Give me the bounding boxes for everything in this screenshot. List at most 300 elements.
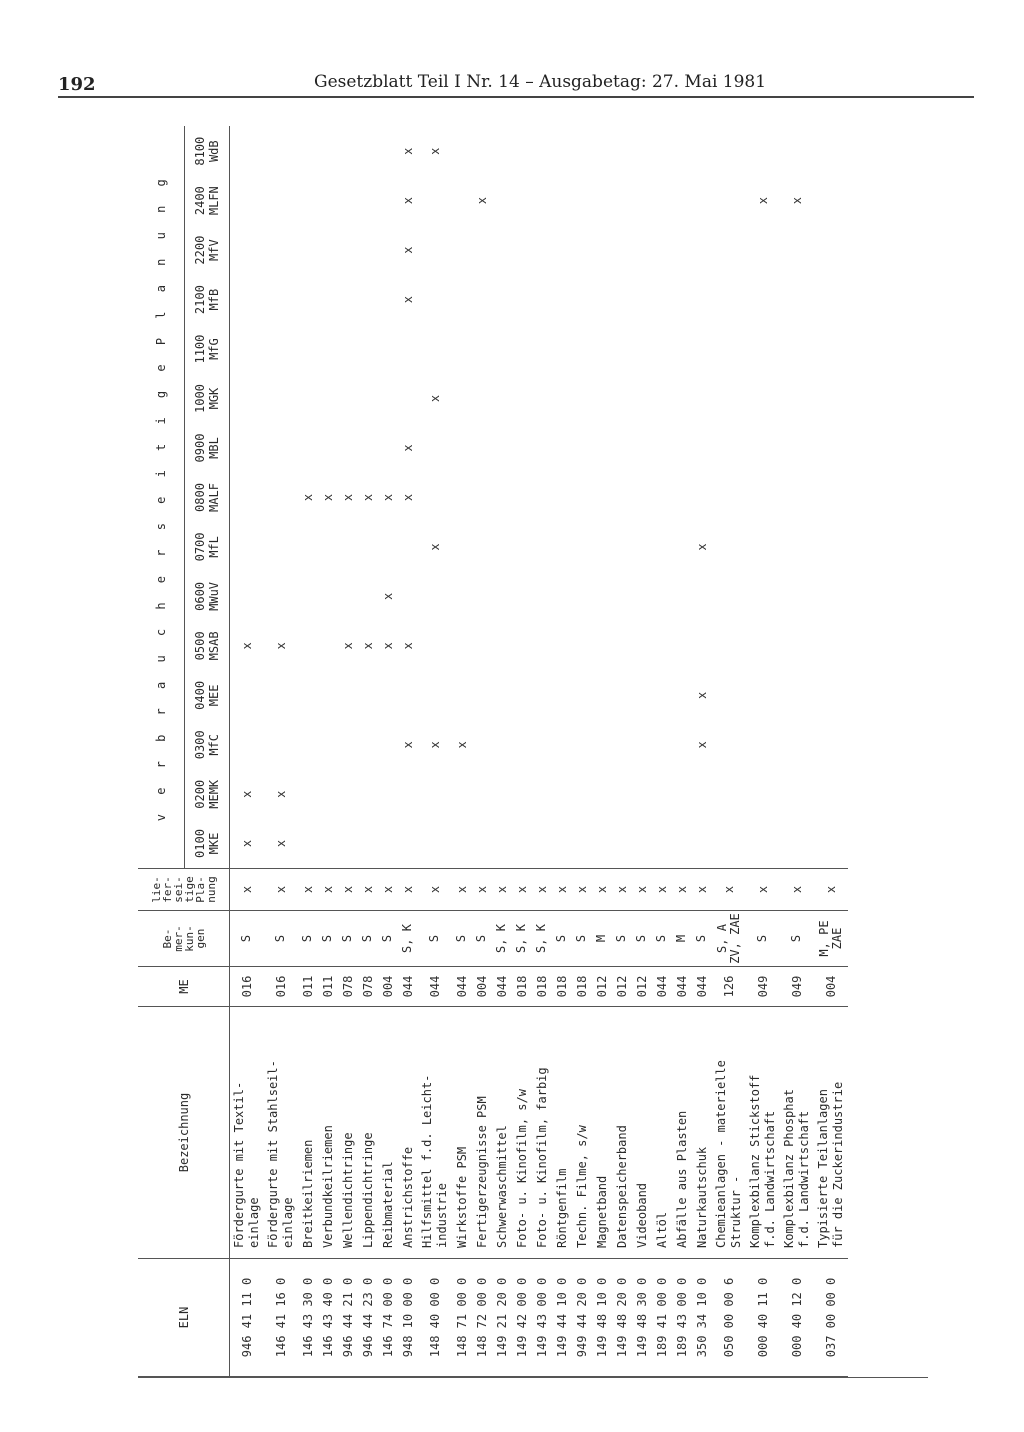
consumer-mark	[512, 522, 532, 571]
consumer-mark	[512, 275, 532, 324]
supplier-planning-mark: x	[298, 869, 318, 911]
consumer-mark	[672, 522, 692, 571]
consumer-code: 0800	[193, 483, 207, 512]
remarks: S, K	[534, 924, 548, 953]
consumer-mark	[378, 671, 398, 720]
item-name: Komplexbilanz Stickstoff f.d. Landwirtschaft	[747, 1074, 777, 1248]
consumer-mark	[552, 522, 572, 571]
consumer-mark	[264, 572, 298, 621]
eln-code: 149 21 20 0	[492, 1259, 512, 1377]
remarks: S, K	[494, 924, 508, 953]
me-code: 018	[532, 967, 552, 1007]
consumer-mark	[592, 374, 612, 423]
consumer-mark	[780, 423, 814, 472]
consumer-mark: x	[300, 493, 315, 502]
consumer-mark	[780, 225, 814, 274]
consumer-mark	[532, 473, 552, 522]
me-code: 044	[672, 967, 692, 1007]
remarks: M	[674, 934, 688, 943]
consumer-mark	[672, 473, 692, 522]
me-code: 018	[572, 967, 592, 1007]
consumer-mark	[512, 473, 532, 522]
consumer-header	[185, 671, 230, 720]
consumer-header	[185, 374, 230, 423]
consumer-mark	[398, 324, 418, 373]
consumer-mark	[358, 522, 378, 571]
me-code: 018	[552, 967, 572, 1007]
item-name: Altöl	[654, 1211, 669, 1248]
consumer-mark	[746, 473, 780, 522]
consumer-mark	[512, 225, 532, 274]
item-name: Naturkautschuk	[694, 1146, 709, 1248]
consumer-header	[185, 770, 230, 819]
remarks: S	[300, 934, 314, 943]
table-row	[452, 126, 472, 1376]
consumer-mark	[338, 275, 358, 324]
me-code: 044	[398, 967, 418, 1007]
consumer-mark	[492, 819, 512, 868]
supplier-planning-mark: x	[672, 869, 692, 911]
consumer-mark	[652, 522, 672, 571]
consumer-mark	[712, 572, 746, 621]
consumer-mark: x	[454, 741, 469, 749]
consumer-mark	[230, 324, 264, 373]
supplier-planning-mark: x	[532, 869, 552, 911]
consumer-abbr: MKE	[207, 832, 221, 855]
consumer-header	[185, 324, 230, 373]
consumer-mark	[592, 126, 612, 175]
consumer-mark	[492, 275, 512, 324]
consumer-mark: x	[400, 493, 415, 502]
remarks: S	[554, 934, 568, 943]
consumer-abbr: MWuV	[207, 581, 221, 611]
consumer-mark	[612, 275, 632, 324]
consumer-mark	[398, 374, 418, 423]
consumer-mark: x	[380, 493, 395, 502]
eln-code: 189 43 00 0	[672, 1259, 692, 1377]
consumer-mark	[592, 770, 612, 819]
consumer-mark	[358, 819, 378, 868]
consumer-mark	[338, 176, 358, 225]
consumer-mark	[572, 423, 592, 472]
consumer-mark	[532, 770, 552, 819]
eln-code: 037 00 00 0	[814, 1259, 848, 1377]
remarks: S	[320, 934, 334, 943]
consumer-mark	[452, 621, 472, 670]
consumer-mark	[398, 770, 418, 819]
consumer-mark	[472, 522, 492, 571]
consumer-mark	[452, 819, 472, 868]
consumer-abbr: MSAB	[207, 631, 221, 661]
consumer-mark	[814, 423, 848, 472]
remarks: S	[634, 934, 648, 943]
item-name: Hilfsmittel f.d. Leicht- industrie	[419, 1074, 449, 1248]
consumer-mark	[652, 126, 672, 175]
consumer-mark	[632, 621, 652, 670]
supplier-planning-mark: x	[264, 869, 298, 911]
eln-code: 148 40 00 0	[418, 1259, 452, 1377]
consumer-mark	[672, 423, 692, 472]
consumer-mark	[318, 275, 338, 324]
me-code: 044	[452, 967, 472, 1007]
remarks: S	[380, 934, 394, 943]
table-row	[358, 126, 378, 1376]
consumer-mark: x	[380, 642, 395, 650]
table-row	[712, 126, 746, 1376]
consumer-mark	[318, 621, 338, 670]
consumer-mark	[230, 225, 264, 274]
consumer-code: 8100	[193, 136, 207, 166]
consumer-mark	[452, 770, 472, 819]
group-verbraucherseitige-planung: v e r b r a u c h e r s e i t i g e P l a n u n g	[138, 126, 185, 868]
consumer-mark	[712, 423, 746, 472]
consumer-header	[185, 126, 230, 175]
consumer-mark	[712, 126, 746, 175]
consumer-mark	[298, 572, 318, 621]
consumer-mark	[632, 126, 652, 175]
consumer-mark	[572, 770, 592, 819]
item-name: Datenspeicherband	[614, 1125, 629, 1248]
consumer-mark	[814, 572, 848, 621]
consumer-mark	[632, 423, 652, 472]
consumer-mark	[612, 126, 632, 175]
consumer-mark	[452, 423, 472, 472]
item-name: Wirkstoffe PSM	[454, 1146, 469, 1248]
remarks: S	[614, 934, 628, 943]
consumer-mark	[552, 473, 572, 522]
consumer-mark	[358, 572, 378, 621]
consumer-mark	[572, 671, 592, 720]
consumer-mark	[712, 473, 746, 522]
item-name: Röntgenfilm	[554, 1168, 569, 1248]
consumer-mark	[358, 176, 378, 225]
consumer-mark	[746, 770, 780, 819]
eln-code: 149 48 30 0	[632, 1259, 652, 1377]
supplier-planning-mark: x	[612, 869, 632, 911]
me-code: 012	[612, 967, 632, 1007]
consumer-mark	[712, 324, 746, 373]
consumer-mark	[472, 374, 492, 423]
consumer-mark	[780, 720, 814, 769]
consumer-mark	[378, 819, 398, 868]
me-code: 018	[512, 967, 532, 1007]
consumer-code: 0100	[193, 829, 207, 858]
consumer-header	[185, 572, 230, 621]
col-eln: ELN	[138, 1259, 230, 1377]
consumer-mark	[746, 225, 780, 274]
consumer-mark	[264, 275, 298, 324]
consumer-mark	[592, 572, 612, 621]
consumer-mark	[418, 770, 452, 819]
consumer-mark	[612, 819, 632, 868]
eln-code: 148 72 00 0	[472, 1259, 492, 1377]
consumer-mark	[492, 473, 512, 522]
consumer-mark	[746, 621, 780, 670]
consumer-mark	[672, 572, 692, 621]
supplier-planning-mark: x	[572, 869, 592, 911]
consumer-mark	[612, 720, 632, 769]
consumer-mark	[652, 572, 672, 621]
consumer-mark	[592, 176, 612, 225]
consumer-mark	[338, 572, 358, 621]
consumer-mark	[552, 176, 572, 225]
consumer-mark	[652, 324, 672, 373]
consumer-abbr: MEMK	[207, 779, 221, 809]
table-body	[230, 126, 848, 1376]
consumer-mark: x	[427, 741, 442, 749]
eln-code: 946 41 11 0	[230, 1259, 264, 1377]
consumer-mark	[512, 126, 532, 175]
consumer-mark	[814, 176, 848, 225]
consumer-mark	[632, 324, 652, 373]
consumer-mark: x	[400, 642, 415, 650]
consumer-mark	[492, 522, 512, 571]
consumer-mark	[452, 225, 472, 274]
consumer-mark	[652, 275, 672, 324]
consumer-mark	[398, 671, 418, 720]
consumer-mark	[472, 423, 492, 472]
consumer-mark	[318, 522, 338, 571]
consumer-mark	[814, 126, 848, 175]
consumer-code: 0400	[193, 680, 207, 710]
consumer-mark: x	[320, 493, 335, 502]
consumer-mark	[672, 176, 692, 225]
consumer-mark	[378, 324, 398, 373]
consumer-mark	[418, 176, 452, 225]
consumer-mark	[378, 225, 398, 274]
consumer-mark	[692, 275, 712, 324]
item-name: Verbundkeilriemen	[320, 1125, 335, 1248]
item-name: Magnetband	[594, 1175, 609, 1248]
consumer-mark	[612, 225, 632, 274]
supplier-planning-mark: x	[492, 869, 512, 911]
supplier-planning-mark: x	[358, 869, 378, 911]
consumer-mark	[814, 275, 848, 324]
consumer-mark	[592, 522, 612, 571]
consumer-mark	[512, 621, 532, 670]
consumer-mark	[814, 522, 848, 571]
item-name: Chemieanlagen - materielle Struktur -	[713, 1060, 743, 1248]
consumer-mark	[418, 275, 452, 324]
consumer-abbr: WdB	[207, 140, 221, 163]
consumer-mark	[572, 621, 592, 670]
consumer-mark	[264, 225, 298, 274]
consumer-mark	[592, 671, 612, 720]
consumer-mark	[712, 275, 746, 324]
table-row	[692, 126, 712, 1376]
consumer-mark	[298, 621, 318, 670]
remarks: S	[789, 934, 803, 943]
table-row	[780, 126, 814, 1376]
consumer-mark	[298, 671, 318, 720]
supplier-planning-mark: x	[632, 869, 652, 911]
supplier-planning-mark: x	[398, 869, 418, 911]
consumer-mark	[814, 473, 848, 522]
consumer-mark	[572, 473, 592, 522]
consumer-mark	[632, 275, 652, 324]
consumer-mark	[780, 572, 814, 621]
table-row	[746, 126, 780, 1376]
consumer-mark: x	[273, 790, 288, 798]
consumer-mark	[418, 225, 452, 274]
consumer-mark	[512, 819, 532, 868]
consumer-mark	[338, 374, 358, 423]
item-name: Fördergurte mit Textil- einlage	[231, 1081, 261, 1248]
consumer-code: 2200	[193, 235, 207, 265]
consumer-mark	[378, 374, 398, 423]
consumer-mark	[746, 522, 780, 571]
consumer-mark	[298, 720, 318, 769]
consumer-mark: x	[230, 819, 264, 868]
consumer-mark	[672, 374, 692, 423]
consumer-mark: x	[755, 197, 770, 205]
item-name: Typisierte Teilanlagen für die Zuckerindustrie	[815, 1081, 845, 1248]
consumer-code: 0300	[193, 730, 207, 760]
consumer-mark	[780, 671, 814, 720]
consumer-mark	[780, 819, 814, 868]
supplier-planning-mark: x	[318, 869, 338, 911]
consumer-mark	[552, 770, 572, 819]
consumer-mark	[492, 720, 512, 769]
consumer-mark	[632, 374, 652, 423]
consumer-mark: x	[400, 246, 415, 254]
consumer-mark: x	[694, 691, 709, 699]
me-code: 004	[378, 967, 398, 1007]
table-row	[338, 126, 358, 1376]
consumer-mark	[592, 720, 612, 769]
consumer-mark	[338, 522, 358, 571]
consumer-mark	[592, 324, 612, 373]
consumer-mark	[712, 225, 746, 274]
consumer-mark	[492, 621, 512, 670]
col-me: ME	[138, 967, 230, 1007]
consumer-mark	[572, 275, 592, 324]
consumer-mark	[378, 423, 398, 472]
consumer-mark	[552, 423, 572, 472]
consumer-mark	[552, 819, 572, 868]
consumer-mark	[692, 770, 712, 819]
consumer-mark	[264, 423, 298, 472]
consumer-mark	[712, 374, 746, 423]
consumer-mark	[552, 720, 572, 769]
consumer-abbr: MfL	[207, 536, 221, 558]
consumer-mark	[572, 572, 592, 621]
table-row	[592, 126, 612, 1376]
consumer-header	[185, 819, 230, 868]
me-code: 012	[592, 967, 612, 1007]
consumer-mark	[492, 176, 512, 225]
consumer-mark	[318, 324, 338, 373]
consumer-mark	[552, 225, 572, 274]
consumer-mark	[692, 176, 712, 225]
eln-code: 189 41 00 0	[652, 1259, 672, 1377]
consumer-mark: x	[427, 147, 442, 155]
consumer-mark	[358, 225, 378, 274]
consumer-code: 2400	[193, 186, 207, 216]
consumer-mark	[318, 819, 338, 868]
consumer-mark	[814, 225, 848, 274]
consumer-mark	[298, 770, 318, 819]
consumer-mark	[318, 671, 338, 720]
consumer-mark	[378, 522, 398, 571]
consumer-mark	[652, 225, 672, 274]
consumer-mark	[318, 126, 338, 175]
consumer-mark	[492, 770, 512, 819]
consumer-mark	[378, 720, 398, 769]
consumer-header	[185, 473, 230, 522]
consumer-mark	[814, 671, 848, 720]
consumer-mark	[378, 275, 398, 324]
me-code: 049	[746, 967, 780, 1007]
supplier-planning-mark: x	[592, 869, 612, 911]
supplier-planning-mark: x	[814, 869, 848, 911]
consumer-mark	[338, 225, 358, 274]
consumer-mark	[452, 176, 472, 225]
consumer-mark	[230, 374, 264, 423]
consumer-mark	[452, 473, 472, 522]
consumer-mark	[492, 572, 512, 621]
supplier-planning-mark: x	[780, 869, 814, 911]
consumer-mark: x	[273, 642, 288, 650]
supplier-planning-mark: x	[472, 869, 492, 911]
consumer-mark: x	[427, 543, 442, 551]
consumer-mark	[652, 770, 672, 819]
consumer-mark	[230, 473, 264, 522]
consumer-mark	[298, 423, 318, 472]
consumer-mark	[472, 473, 492, 522]
consumer-mark	[472, 770, 492, 819]
eln-code: 949 44 20 0	[572, 1259, 592, 1377]
consumer-abbr: MEE	[207, 684, 221, 707]
consumer-mark: x	[340, 493, 355, 502]
consumer-mark	[358, 126, 378, 175]
consumer-mark	[472, 324, 492, 373]
consumer-header	[185, 275, 230, 324]
eln-code: 946 44 21 0	[338, 1259, 358, 1377]
item-name: Fertigerzeugnisse PSM	[474, 1096, 489, 1248]
consumer-mark	[652, 621, 672, 670]
consumer-mark	[230, 522, 264, 571]
consumer-mark	[780, 522, 814, 571]
consumer-mark	[592, 423, 612, 472]
consumer-mark	[472, 819, 492, 868]
consumer-mark	[338, 423, 358, 472]
consumer-mark	[712, 621, 746, 670]
consumer-mark	[418, 819, 452, 868]
consumer-mark: x	[694, 741, 709, 749]
consumer-mark	[512, 324, 532, 373]
consumer-mark	[532, 225, 552, 274]
consumer-mark	[532, 126, 552, 175]
consumer-mark	[552, 671, 572, 720]
consumer-header	[185, 522, 230, 571]
consumer-mark	[746, 275, 780, 324]
consumer-mark	[672, 671, 692, 720]
consumer-mark	[472, 621, 492, 670]
consumer-mark	[264, 176, 298, 225]
consumer-mark	[746, 423, 780, 472]
page-number: 192	[58, 74, 96, 95]
consumer-mark	[338, 770, 358, 819]
me-code: 044	[652, 967, 672, 1007]
table-row	[492, 126, 512, 1376]
consumer-mark	[692, 374, 712, 423]
me-code: 049	[780, 967, 814, 1007]
supplier-planning-mark: x	[746, 869, 780, 911]
consumer-mark	[338, 126, 358, 175]
table-row	[532, 126, 552, 1376]
consumer-mark: x	[264, 819, 298, 868]
